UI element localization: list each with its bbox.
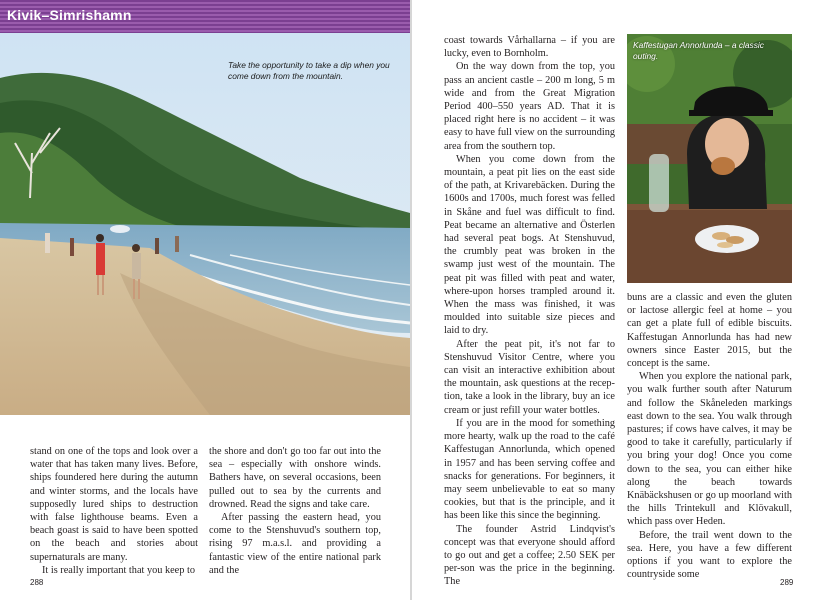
paragraph: coast towards Vårhallarna – if you are lucky, even to Bornholm. <box>444 35 615 60</box>
paragraph: After the peat pit, it's not far to Stenshuvud Visitor Centre, where you can visit an interactive exhibition about the mountain, ask questions at the recep-tion, take a look in the library, buy an ice cream or just refill your water bottles. <box>444 338 615 416</box>
right-page-column-1 <box>444 34 615 589</box>
paragraph: the shore and don't go too far out into the sea – especially with onshore winds. Bathers have, on several occasions, been pulled out to sea by the currents and drowned. Read the signs and take care. <box>209 446 381 510</box>
paragraph: When you explore the national park, you walk further south after Naturum and follow the Skåneleden markings east down to the sea. You walk through pastures; if cows have calves, it may be good to take it carefully, particularly if you bring your dog! Once you come down to the sea, you can either hike along the beach towards Knäbäckshusen or go up moorland with the hills Trintekull and Klövakull, which pass over Heden. <box>627 371 792 528</box>
beach-photo-caption: Take the opportunity to take a dip when you come down from the mountain. <box>228 60 390 81</box>
cafe-photo-caption: Kaffestugan Annorlunda – a classic outing. <box>633 40 764 61</box>
paragraph: buns are a classic and even the gluten or lactose allergic feel at home – you can get a plate full of edible biscuits. Kaffestugan Annorlunda has had new owners since Easter 2015, but the concept is the same. <box>627 292 792 370</box>
paragraph: If you are in the mood for something more hearty, walk up the road to the café Kaffestugan Annorlunda, which opened in 1957 and has been serving coffee and snacks for generations. For beginners, it may seem unbelievable to eat so many cookies, but that is the principle, and it has been like this since the beginning. <box>444 417 615 522</box>
paragraph: When you come down from the mountain, a peat pit lies on the east side of the path, at Krivarebäcken. During the 1600s and 1700s, much forest was felled in Skåne and fuel was difficult to find. Peat became an alternative and Österlen had several peat bogs. At Stenshuvud, the crumbly peat was broken in the swamp just west of the mountain. The peat pit was filled with peat and water, where-upon horses trampled around it. When the mass was finished, it was moulded into suitable size pieces and laid to dry. <box>444 153 615 337</box>
chapter-title: Kivik–Simrishamn <box>7 7 132 23</box>
page-number-left: 288 <box>30 578 44 587</box>
cafe-photo <box>627 34 792 283</box>
right-page-column-2 <box>627 291 792 581</box>
paragraph: The founder Astrid Lindqvist's concept was that everyone should afford to go out and get a coffee; 2.50 SEK per per-son was the price in the beginning. The <box>444 523 615 588</box>
paragraph: It is really important that you keep to <box>42 564 195 576</box>
beach-photo <box>0 33 410 415</box>
beach-illustration <box>0 33 410 415</box>
paragraph: stand on one of the tops and look over a water that has taken many lives. Before, ships foundered here during the autumn and winter storms, and the locals have supposedly lured ships to destruction with false lighthouse beams. Even a beach goast is said to have been spotted on the beach and stories about supernaturals are many. <box>30 446 198 563</box>
left-page <box>0 0 410 600</box>
cafe-illustration <box>627 34 792 283</box>
chapter-header-band <box>0 0 410 33</box>
left-page-column-1 <box>30 445 198 577</box>
left-page-column-2 <box>209 445 381 577</box>
paragraph: Before, the trail went down to the sea. Here, you have a few different options if you want to explore the countryside some <box>627 529 792 581</box>
paragraph: On the way down from the top, you pass an ancient castle – 200 m long, 5 m wide and from the Great Migration Period 400–550 years AD. That it is placed right here is no accident – it was easy to have full view on the surrounding area from the southern top. <box>444 61 615 152</box>
paragraph: After passing the eastern head, you come to the Stenshuvud's southern top, rising 97 m.a.s.l. and providing a fantastic view of the entire national park and the <box>209 512 381 576</box>
page-number-right: 289 <box>780 578 794 587</box>
